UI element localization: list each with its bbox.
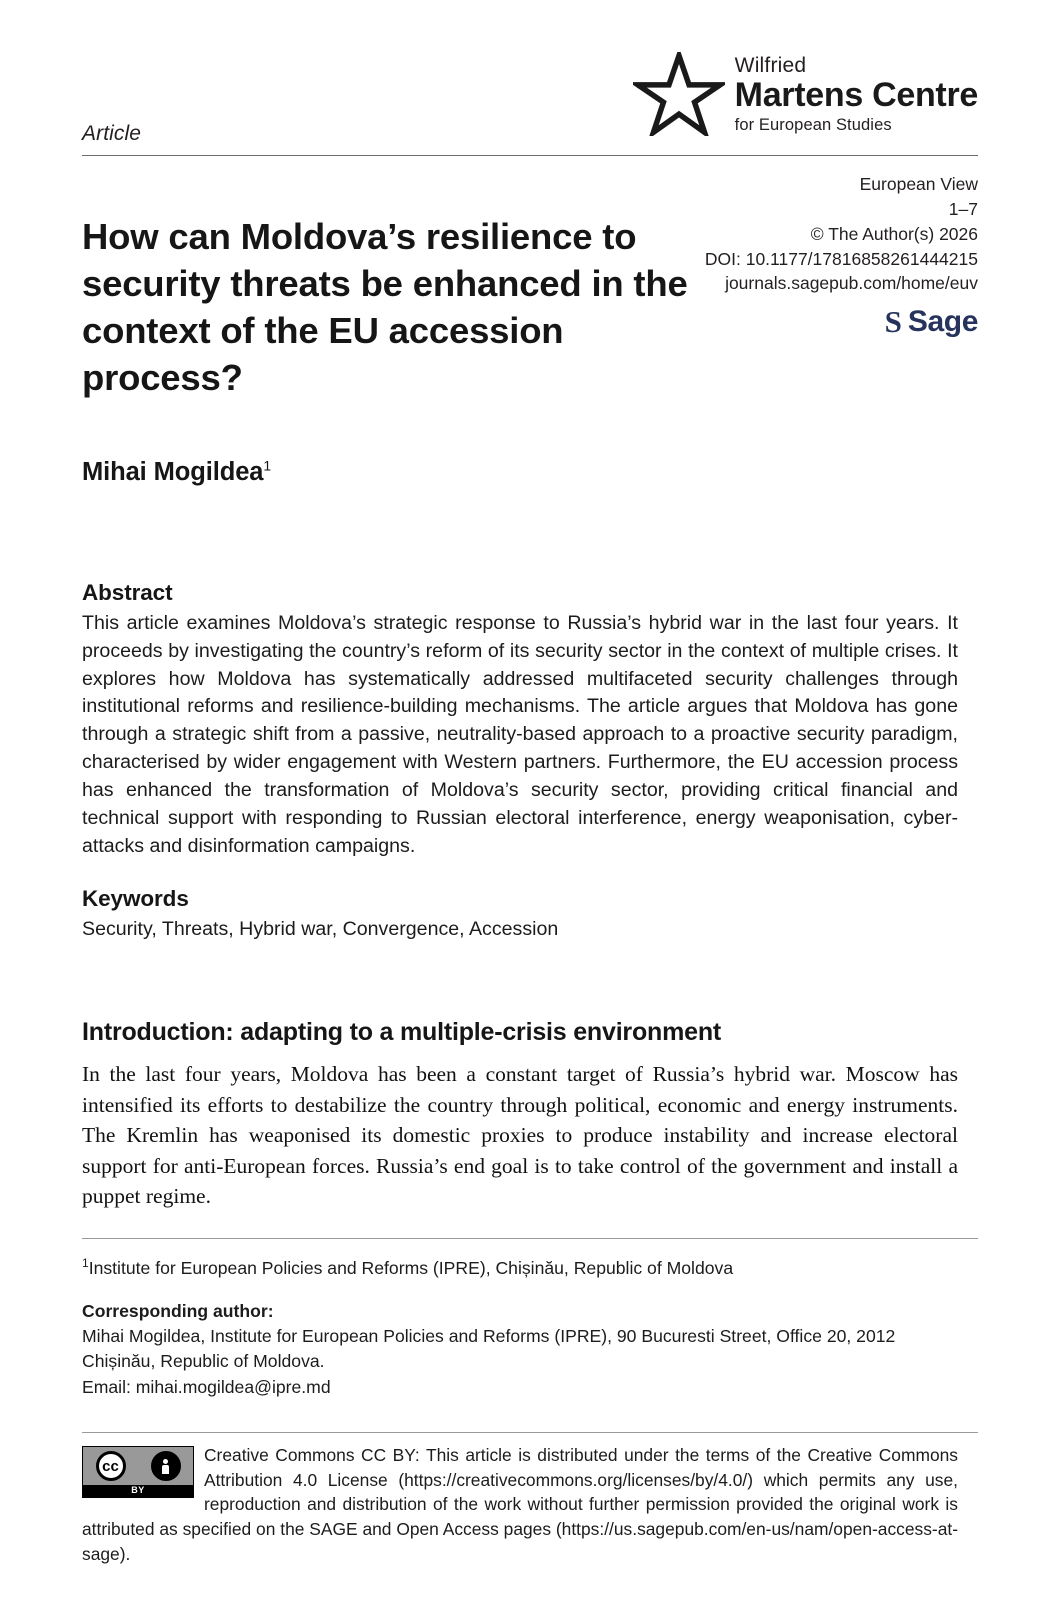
corresponding-author-email[interactable]: Email: mihai.mogildea@ipre.md — [82, 1376, 331, 1397]
keywords-heading: Keywords — [82, 886, 189, 911]
author-name-text: Mihai Mogildea — [82, 458, 264, 486]
logo-wordmark — [735, 55, 978, 133]
sage-logo — [678, 304, 978, 340]
affiliation-line — [82, 1256, 958, 1281]
introduction-section — [82, 1018, 958, 1212]
copyright-line: © The Author(s) 2026 — [810, 223, 978, 244]
abstract-heading: Abstract — [82, 580, 173, 605]
person-icon — [151, 1451, 181, 1481]
doi-line[interactable]: DOI: 10.1177/17816858261444215 — [704, 248, 978, 269]
affiliation-text: Institute for European Policies and Reforms (IPRE), Chișinău, Republic of Moldova — [88, 1258, 734, 1278]
star-icon — [633, 52, 725, 136]
introduction-text: In the last four years, Moldova has been a constant target of Russia’s hybrid war. Moscow has intensified its efforts to destabilize the country through political, economic and energy instruments. The Kremlin has weaponised its domestic proxies to produce instability and increase electoral support for anti-European forces. Russia’s end goal is to take control of the government and install a puppet regime. — [82, 1062, 958, 1209]
introduction-heading: Introduction: adapting to a multiple-crisis environment — [82, 1018, 722, 1046]
abstract-text: This article examines Moldova’s strategic response to Russia’s hybrid war in the last four years. It proceeds by investigating the country’s reform of its security sector in the context of multiple crises. It explores how Moldova has systematically addressed multifaceted security challenges through institutional reforms and resilience-building mechanisms. The article argues that Moldova has gone through a strategic shift from a passive, neutrality-based approach to a proactive security paradigm, characterised by wider engagement with Western partners. Furthermore, the EU accession process has enhanced the transformation of Moldova’s security sector, providing critical financial and technical support with responding to Russian electoral interference, energy weaponisation, cyber-attacks and disinformation campaigns. — [82, 612, 958, 857]
logo-line-martens-centre: Martens Centre — [734, 75, 978, 114]
cc-badge-top — [83, 1447, 193, 1485]
corresponding-author-heading: Corresponding author: — [82, 1301, 274, 1322]
header-divider — [82, 155, 978, 156]
license-divider — [82, 1432, 978, 1433]
article-type-label: Article — [82, 122, 142, 145]
license-text: Creative Commons CC BY: This article is distributed under the terms of the Creative Commons Attribution 4.0 License (https://creativecommons.org/licenses/by/4.0/) which permits any use, reproduction and distribution of the work without further permission provided the original work is attributed as specified on the SAGE and Open Access pages (https://us.sagepub.com/en-us/nam/open-access-at-sage). — [82, 1445, 958, 1564]
author-affiliation-marker: 1 — [263, 457, 272, 474]
journal-url[interactable]: journals.sagepub.com/home/euv — [725, 273, 978, 294]
martens-centre-logo — [633, 52, 978, 136]
creative-commons-badge-icon — [82, 1446, 194, 1498]
logo-line-subtitle: for European Studies — [734, 115, 892, 134]
page-range: 1–7 — [948, 198, 978, 219]
author-name — [82, 458, 271, 487]
cc-logo-icon: cc — [96, 1451, 126, 1481]
abstract-section — [82, 580, 958, 860]
affiliation-marker: 1 — [82, 1256, 89, 1271]
journal-metadata — [678, 172, 978, 340]
cc-by-label: BY — [131, 1485, 145, 1495]
corresponding-author-line2: Chișinău, Republic of Moldova. — [82, 1351, 325, 1372]
page-title: How can Moldova’s resilience to security threats be enhanced in the context of the EU accession process? — [82, 216, 688, 399]
page-header — [82, 52, 978, 152]
keywords-text: Security, Threats, Hybrid war, Convergence, Accession — [82, 918, 559, 940]
logo-line-wilfried: Wilfried — [734, 53, 807, 77]
sage-wordmark: Sage — [907, 304, 978, 338]
footnote-block — [82, 1256, 958, 1400]
footnote-divider — [82, 1238, 978, 1239]
license-block — [82, 1443, 958, 1567]
journal-name: European View — [859, 174, 978, 194]
sage-mark-icon: S — [884, 304, 902, 340]
keywords-section — [82, 886, 958, 944]
corresponding-author-line1: Mihai Mogildea, Institute for European Policies and Reforms (IPRE), 90 Bucuresti Street, Office 20, 2012 — [82, 1326, 896, 1347]
